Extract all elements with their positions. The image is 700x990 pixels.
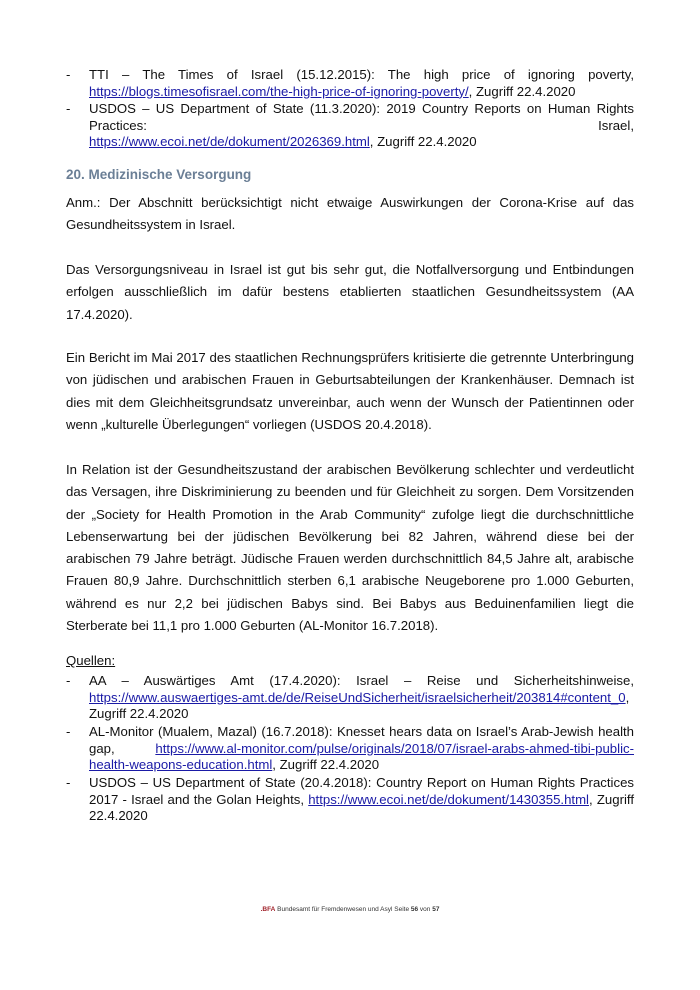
source-link[interactable]: https://www.al-monitor.com/pulse/originals/2018/07/israel-arabs-ahmed-tibi-public-health-weapons-education.html	[89, 740, 634, 772]
source-access: Zugriff 22.4.2020	[89, 706, 189, 721]
paragraph: In Relation ist der Gesundheitszustand der arabischen Bevölkerung schlechter und verdeutlicht das Versagen, ihre Diskriminierung zu beenden und für Gleichheit zu sorgen. Dem Vorsitzenden der „Society for Health Promotion in the Arab Community“ zufolge liegt die durchschnittliche Lebenserwartung bei der jüdischen Bevölkerung bei 82 Jahren, während diese bei der arabischen 79 Jahre beträgt. Jüdische Frauen werden durchschnittlich 84,5 Jahre alt, arabische Frauen 80,9 Jahre. Durchschnittlich sterben 6,1 arabische Neugeborene pro 1.000 Geburten, während es nur 2,2 bei jüdischen Babys sind. Bei Babys aus Beduinenfamilien liegt die Sterberate bei 11,1 pro 1.000 Geburten (AL-Monitor 16.7.2018).	[66, 462, 634, 634]
source-text: USDOS – US Department of State (11.3.2020): 2019 Country Reports on Human Rights	[89, 101, 634, 116]
source-item	[66, 724, 634, 774]
punct: ,	[625, 689, 630, 705]
bullet: -	[66, 101, 71, 116]
section-heading: 20. Medizinische Versorgung	[66, 167, 252, 182]
page-total: 57	[432, 906, 440, 913]
source-text: AL-Monitor (Mualem, Mazal) (16.7.2018): Knesset hears data on Israel’s Arab-Jewish health gap,	[89, 724, 634, 756]
bullet: -	[66, 724, 71, 739]
bullet: -	[66, 775, 71, 790]
bullet: -	[66, 673, 71, 688]
paragraph: Ein Bericht im Mai 2017 des staatlichen Rechnungsprüfers kritisierte die getrennte Unterbringung von jüdischen und arabischen Frauen in Geburtsabteilungen der Krankenhäuser. Demnach ist dies mit dem Gleichheitsgrundsatz unvereinbar, auch wenn der Wunsch der Patientinnen oder wenn „kulturelle Überlegungen“ vorliegen (USDOS 20.4.2018).	[66, 350, 634, 432]
source-text: Practices:	[89, 117, 147, 133]
source-text: AA – Auswärtiges Amt (17.4.2020): Israel – Reise und Sicherheitshinweise,	[89, 673, 634, 688]
source-item	[66, 101, 634, 151]
source-link[interactable]: https://www.ecoi.net/de/dokument/2026369.html	[89, 134, 370, 149]
source-link[interactable]: https://blogs.timesofisrael.com/the-high-price-of-ignoring-poverty/	[89, 83, 469, 99]
source-link[interactable]: https://www.auswaertiges-amt.de/de/ReiseUndSicherheit/israelsicherheit/203814#content_0	[89, 689, 626, 705]
paragraph: Das Versorgungsniveau in Israel ist gut bis sehr gut, die Notfallversorgung und Entbindungen erfolgen ausschließlich im dafür bestens etablierten staatlichen Gesundheitssystem (AA 17.4.2020).	[66, 262, 634, 322]
source-text: Israel,	[598, 117, 634, 133]
source-access: , Zugriff 22.4.2020	[89, 791, 634, 823]
source-item	[66, 673, 634, 723]
source-access: , Zugriff 22.4.2020	[468, 83, 576, 99]
footer-text: von	[418, 906, 433, 913]
bullet: -	[66, 67, 71, 82]
source-text: USDOS – US Department of State (20.4.2018): Country Report on Human Rights Practices 2017 - Israel and the Golan Heights,	[89, 775, 634, 807]
page-number: 56	[410, 906, 419, 913]
source-link[interactable]: https://www.ecoi.net/de/dokument/1430355.html	[308, 791, 589, 807]
source-text: TTI – The Times of Israel (15.12.2015): The high price of ignoring poverty,	[89, 67, 634, 82]
paragraph: Anm.: Der Abschnitt berücksichtigt nicht etwaige Auswirkungen der Corona-Krise auf das Gesundheitssystem in Israel.	[66, 195, 634, 233]
source-item	[66, 775, 634, 825]
page-footer	[0, 906, 700, 913]
sources-label: Quellen:	[66, 653, 116, 668]
bfa-logo: .BFA	[260, 906, 276, 913]
footer-text: Bundesamt für Fremdenwesen und Asyl Seite	[275, 906, 411, 913]
source-access: , Zugriff 22.4.2020	[272, 757, 380, 772]
source-item	[66, 67, 634, 100]
source-access: , Zugriff 22.4.2020	[369, 134, 477, 149]
